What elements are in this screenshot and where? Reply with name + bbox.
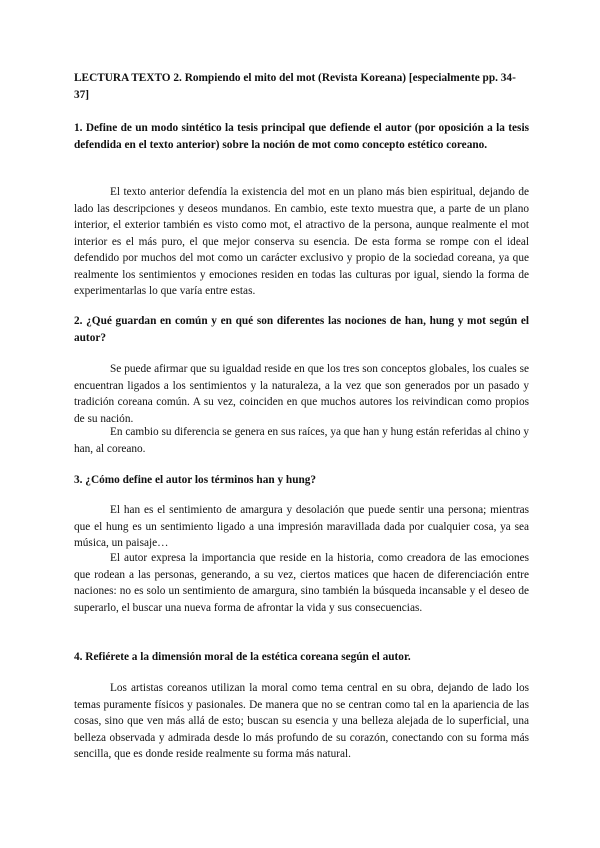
document-title: LECTURA TEXTO 2. Rompiendo el mito del mot (Revista Koreana) [especialmente pp. 34-37] [74,72,516,101]
question-3: 3. ¿Cómo define el autor los términos han y hung? [74,474,317,486]
answer-3-paragraph-2: El autor expresa la importancia que reside en la historia, como creadora de las emociones que rodean a las personas, generando, a su vez, ciertos matices que hacen de diferenciación entre naciones: no es solo un sentimiento de amargura, sino también la búsqueda incansable y el deseo de superarlo, el buscar una nueva forma de afrontar la vida y sus consecuencias. [74,552,529,614]
question-4: 4. Refiérete a la dimensión moral de la estética coreana según el autor. [74,651,411,663]
answer-2-paragraph-2: En cambio su diferencia se genera en sus raíces, ya que han y hung están referidas al chino y han, al coreano. [74,426,529,455]
answer-1-paragraph-1: El texto anterior defendía la existencia del mot en un plano más bien espiritual, dejando de lado las descripciones y deseos mundanos. En cambio, este texto muestra que, a parte de un plano interior, el exterior también es visto como mot, el atractivo de la persona, aunque realmente el mot interior es el más puro, el que mejor conserva su esencia. De esta forma se rompe con el ideal defendido por muchos del mot como un carácter exclusivo y propio de la sociedad coreana, ya que realmente los sentimientos y emociones residen en todas las culturas por igual, siendo la forma de experimentarlas lo que varía entre estas. [74,186,529,297]
question-1: 1. Define de un modo sintético la tesis principal que defiende el autor (por oposición a la tesis defendida en el texto anterior) sobre la noción de mot como concepto estético coreano. [74,122,529,151]
answer-4-paragraph-1: Los artistas coreanos utilizan la moral como tema central en su obra, dejando de lado los temas puramente físicos y pasionales. De manera que no se centran como tal en la apariencia de las cosas, sino que ven más allá de esto; buscan su esencia y una belleza alejada de lo superficial, una belleza observada y admirada desde lo más profundo de su corazón, conectando con su forma más sencilla, que es donde reside realmente su forma más natural. [74,682,529,760]
answer-3-paragraph-1: El han es el sentimiento de amargura y desolación que puede sentir una persona; mientras que el hung es un sentimiento ligado a una impresión maravillada dada por cualquier cosa, ya sea música, un paisaje… [74,504,529,549]
question-2: 2. ¿Qué guardan en común y en qué son diferentes las nociones de han, hung y mot según el autor? [74,315,529,344]
answer-2-paragraph-1: Se puede afirmar que su igualdad reside en que los tres son conceptos globales, los cuales se encuentran ligados a los sentimientos y la naturaleza, a la vez que son generados por un pasado y tradición coreana común. A su vez, coinciden en que muchos autores los reivindican como propios de su nación. [74,363,529,425]
